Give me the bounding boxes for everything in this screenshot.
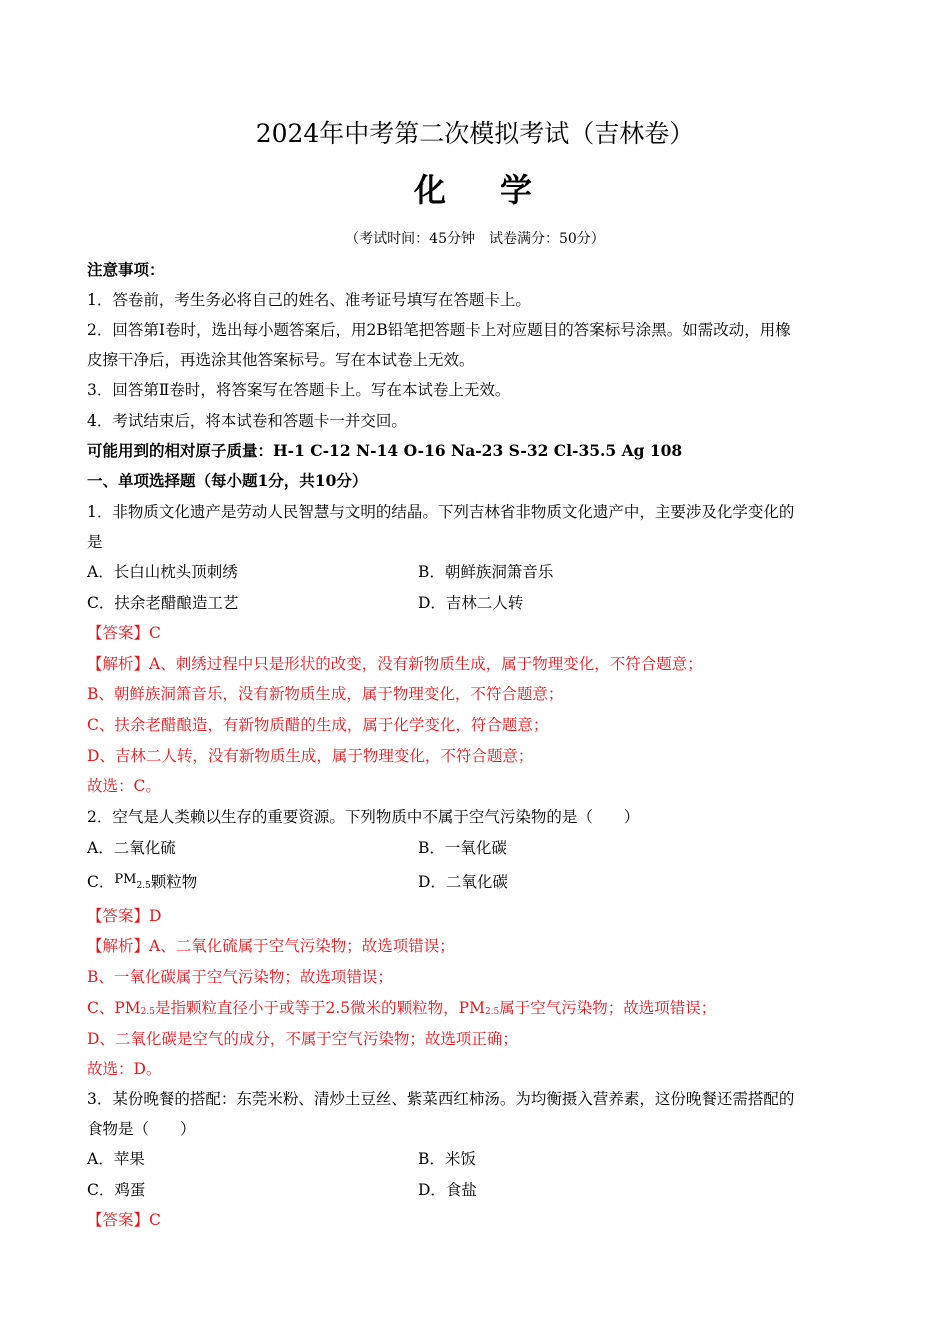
q1-stem-cont: 是 bbox=[87, 533, 103, 551]
q2-stem: 2．空气是人类赖以生存的重要资源。下列物质中不属于空气污染物的是（ ） bbox=[87, 808, 640, 826]
q1-analysis: C、扶余老醋酿造，有新物质醋的生成，属于化学变化，符合题意； bbox=[87, 716, 549, 734]
note-item: 3．回答第Ⅱ卷时，将答案写在答题卡上。写在本试卷上无效。 bbox=[87, 381, 511, 399]
q1-analysis: B、朝鲜族洞箫音乐，没有新物质生成，属于物理变化，不符合题意； bbox=[87, 685, 564, 703]
q3-stem: 3．某份晚餐的搭配：东莞米粉、清炒土豆丝、紫菜西红柿汤。为均衡摄入营养素，这份晚餐还需搭配的 bbox=[87, 1090, 795, 1108]
atomic-mass-list: 可能用到的相对原子质量：H-1 C-12 N-14 O-16 Na-23 S-32 Cl-35.5 Ag 108 bbox=[87, 441, 683, 460]
q3-option-c: C．鸡蛋 bbox=[87, 1181, 146, 1199]
q1-option-d: D．吉林二人转 bbox=[418, 594, 524, 612]
subject-char-1: 化 bbox=[413, 171, 450, 209]
q2-option-b: B．一氧化碳 bbox=[418, 839, 507, 857]
q1-option-c: C．扶余老醋酿造工艺 bbox=[87, 594, 239, 612]
section-heading: 一、单项选择题（每小题1分，共10分） bbox=[87, 471, 368, 490]
q2-analysis-c-sub: 2.5 bbox=[140, 1007, 155, 1017]
exam-time: （考试时间：45分钟 试卷满分：50分） bbox=[345, 231, 605, 247]
exam-title: 2024年中考第二次模拟考试（吉林卷） bbox=[255, 119, 695, 148]
q2-analysis-d: D、二氧化碳是空气的成分，不属于空气污染物；故选项正确； bbox=[87, 1030, 518, 1048]
q2-option-c-sub: 2.5 bbox=[136, 881, 151, 891]
note-item: 皮擦干净后，再选涂其他答案标号。写在本试卷上无效。 bbox=[87, 351, 475, 369]
note-item: 2．回答第Ⅰ卷时，选出每小题答案后，用2B铅笔把答题卡上对应题目的答案标号涂黑。如需改动，用橡 bbox=[87, 321, 791, 339]
q3-option-b: B．米饭 bbox=[418, 1150, 476, 1168]
note-item: 1．答卷前，考生务必将自己的姓名、准考证号填写在答题卡上。 bbox=[87, 291, 531, 309]
q2-option-d: D．二氧化碳 bbox=[418, 873, 508, 891]
q2-option-c-suffix: 颗粒物 bbox=[150, 873, 198, 891]
q2-analysis-c-text: 是指颗粒直径小于或等于2.5微米的颗粒物，PM bbox=[155, 999, 485, 1017]
subject-heading bbox=[0, 166, 950, 214]
q2-analysis-c-sub: 2.5 bbox=[484, 1007, 500, 1017]
q1-stem: 1．非物质文化遗产是劳动人民智慧与文明的结晶。下列吉林省非物质文化遗产中，主要涉及化学变化的 bbox=[87, 503, 795, 521]
q1-analysis: D、吉林二人转，没有新物质生成，属于物理变化，不符合题意； bbox=[87, 747, 534, 765]
note-item: 4．考试结束后，将本试卷和答题卡一并交回。 bbox=[87, 412, 407, 430]
q2-analysis-b: B、一氧化碳属于空气污染物；故选项错误； bbox=[87, 968, 393, 986]
q2-option-c-prefix: C． bbox=[87, 873, 115, 891]
q2-option-c bbox=[87, 870, 197, 898]
q1-analysis: 【解析】A、刺绣过程中只是形状的改变，没有新物质生成，属于物理变化，不符合题意； bbox=[87, 655, 703, 673]
q3-stem-cont: 食物是（ ） bbox=[87, 1120, 196, 1138]
q2-option-a: A．二氧化硫 bbox=[87, 839, 176, 857]
q2-option-c-pm: PM bbox=[114, 872, 137, 887]
q2-conclusion: 故选：D。 bbox=[87, 1060, 162, 1078]
q2-analysis-c-text: 属于空气污染物；故选项错误； bbox=[499, 999, 717, 1017]
q2-analysis-c bbox=[87, 996, 867, 1024]
q2-analysis-a: 【解析】A、二氧化硫属于空气污染物；故选项错误； bbox=[87, 937, 455, 955]
q2-analysis-c-text: C、PM bbox=[87, 999, 141, 1017]
q1-option-a: A．长白山枕头顶刺绣 bbox=[87, 563, 238, 581]
notes-heading: 注意事项： bbox=[87, 260, 165, 279]
q3-answer: 【答案】C bbox=[87, 1211, 161, 1229]
q1-option-b: B．朝鲜族洞箫音乐 bbox=[418, 563, 554, 581]
subject-char-2: 学 bbox=[500, 171, 537, 209]
q3-option-a: A．苹果 bbox=[87, 1150, 145, 1168]
q3-option-d: D．食盐 bbox=[418, 1181, 477, 1199]
q1-answer: 【答案】C bbox=[87, 624, 161, 642]
q2-answer: 【答案】D bbox=[87, 907, 162, 925]
q1-conclusion: 故选：C。 bbox=[87, 777, 161, 795]
